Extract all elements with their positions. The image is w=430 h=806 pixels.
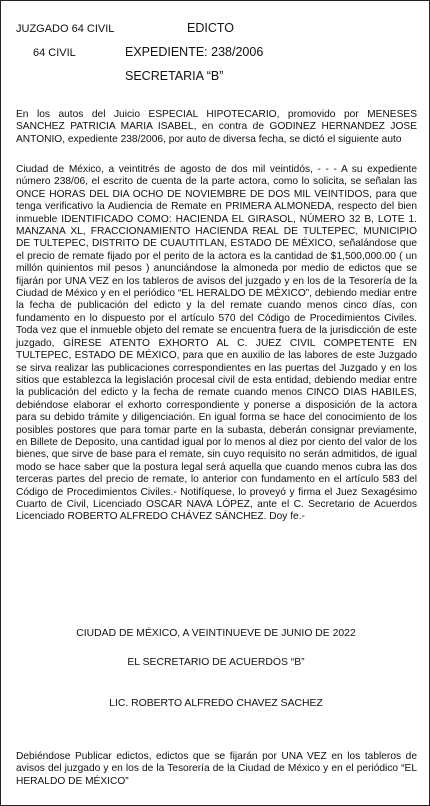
case-number: EXPEDIENTE: 238/2006: [125, 45, 264, 59]
date-line: CIUDAD DE MÉXICO, A VEINTINUEVE DE JUNIO DE 2022: [76, 628, 356, 639]
intro-paragraph: En los autos del Juicio ESPECIAL HIPOTECARIO, promovido por MENESES SANCHEZ PATRICIA MARIA ISABEL, en contra de GODINEZ HERNANDEZ JOSE ANTONIO, expediente 238/2006, por auto de diversa fecha, se dictó el siguiente auto: [16, 109, 417, 145]
secretary-title: EL SECRETARIO DE ACUERDOS “B”: [127, 657, 305, 668]
main-ruling-paragraph: Ciudad de México, a veintitrés de agosto de dos mil veintidós, - - - A su expediente número 238/06, el escrito de cuenta de la parte actora, como lo solicita, se señalan las ONCE HORAS DEL DIA OCHO DE NOVIEMBRE DE DOS MIL VEINTIDOS, para que tenga verificativo la Audiencia de Remate en PRIMERA ALMONEDA, respecto del bien inmueble IDENTIFICADO COMO: HACIENDA EL GIRASOL, NÚMERO 32 B, LOTE 1. MANZANA XL, FRACCIONAMIENTO HACIENDA REAL DE TULTEPEC, MUNICIPIO DE TULTEPEC, DISTRITO DE CUAUTITLAN, ESTADO DE MÉXICO, señalándose que el precio de remate fijado por el perito de la actora es la cantidad de $1,500,000.00 ( un millón quinientos mil pesos ) anunciándose la almoneda por medio de edictos que se fijarán por UNA VEZ en los tableros de avisos del juzgado y en los de la Tesorería de la Ciudad de México y en el periódico “EL HERALDO DE MÉXICO”, debiendo mediar entre la fecha de publicación del edicto y la del remate cuando menos cinco días, con fundamento en lo dispuesto por el artículo 570 del Código de Procedimientos Civiles. Toda vez que el inmueble objeto del remate se encuentra fuera de la jurisdicción de este juzgado, GÍRESE ATENTO EXHORTO AL C. JUEZ CIVIL COMPETENTE EN TULTEPEC, ESTADO DE MÉXICO, para que en auxilio de las labores de este Juzgado se sirva realizar las publicaciones correspondientes en las puertas del Juzgado y en los sitios que establezca la legislación procesal civil de esta entidad, debiendo mediar entre la publicación del edicto y la fecha de remate cuando menos CINCO DIAS HABILES, debiéndose elaborar el exhorto correspondiente y ponerse a disposición de la actora para su debido trámite y diligenciación. En igual forma se hace del conocimiento de los posibles postores que para tomar parte en la subasta, deberán consignar previamente, en Billete de Deposito, una cantidad igual por lo menos al diez por ciento del valor de los bienes, que sirve de base para el remate, sin cuyo requisito no serán admitidos, de igual modo se hace saber que la postura legal será aquella que cuando menos cubra las dos terceras partes del precio de remate, lo anterior con fundamento en el artículo 583 del Código de Procedimientos Civiles.- Notifíquese, lo proveyó y firma el Juez Sexagésimo Cuarto de Civil, Licenciado OSCAR NAVA LÓPEZ, ante el C. Secretario de Acuerdos Licenciado ROBERTO ALFREDO CHÁVEZ SÁNCHEZ. Doy fe.-: [16, 164, 417, 523]
publication-note: Debiéndose Publicar edictos, edictos que se fijarán por UNA VEZ en los tableros de avisos del juzgado y en los de la Tesorería de la Ciudad de México y en el periódico “EL HERALDO DE MÉXICO”: [16, 751, 417, 787]
document-title: EDICTO: [187, 21, 234, 35]
signatory-name: LIC. ROBERTO ALFREDO CHAVEZ SACHEZ: [109, 698, 323, 709]
court-short-name: 64 CIVIL: [33, 47, 76, 59]
secretariat: SECRETARIA “B”: [125, 69, 224, 83]
court-name: JUZGADO 64 CIVIL: [16, 23, 115, 35]
